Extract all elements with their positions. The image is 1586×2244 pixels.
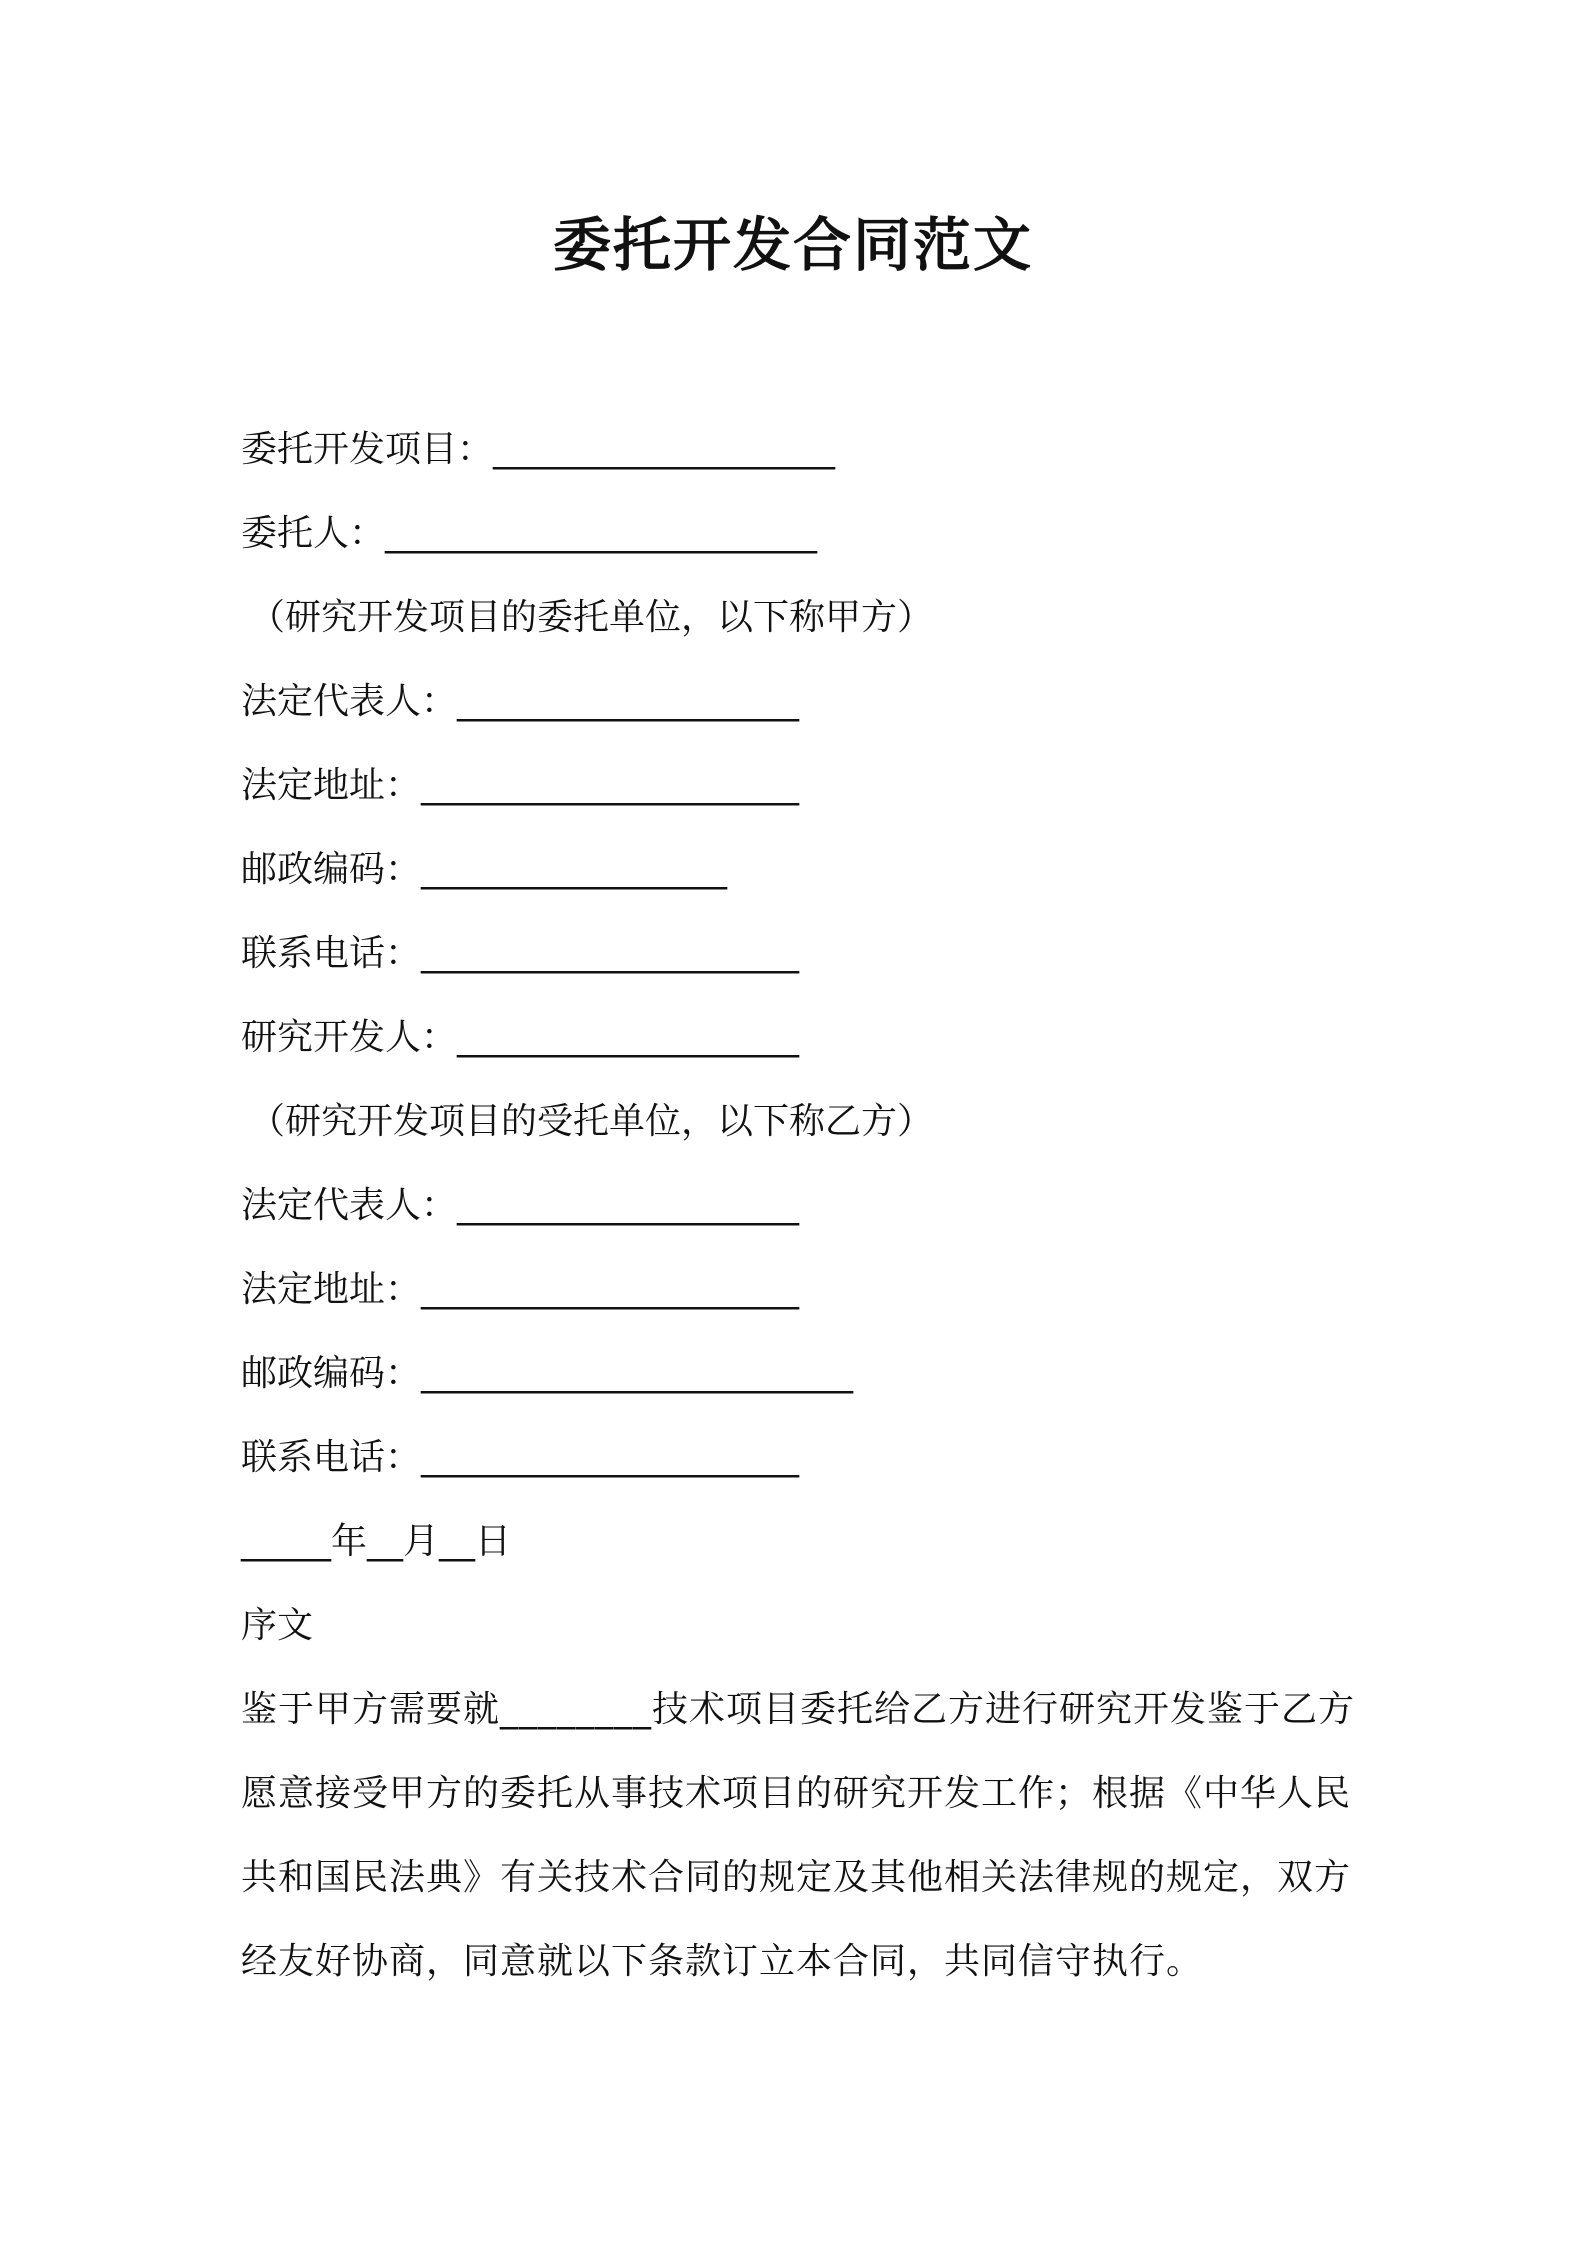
field-legal-rep-b: 法定代表人：___________________ [241, 1185, 800, 1226]
field-address-a: 法定地址：_____________________ [241, 765, 800, 806]
document-body [241, 408, 1361, 2004]
field-project: 委托开发项目：___________________ [241, 429, 836, 470]
preamble-paragraph: 鉴于甲方需要就________技术项目委托给乙方进行研究开发鉴于乙方愿意接受甲方的委托从事技术项目的研究开发工作；根据《中华人民共和国民法典》有关技术合同的规定及其他相关法律规的规定，双方经友好协商，同意就以下条款订立本合同，共同信守执行。 [241, 1689, 1356, 1982]
field-phone-a: 联系电话：_____________________ [241, 933, 800, 974]
field-developer: 研究开发人：___________________ [241, 1017, 800, 1058]
field-postcode-a: 邮政编码：_________________ [241, 849, 728, 890]
document-title: 委托开发合同范文 [552, 211, 1033, 279]
field-client: 委托人：________________________ [241, 513, 818, 554]
field-postcode-b: 邮政编码：________________________ [241, 1353, 854, 1394]
note-party-b: （研究开发项目的受托单位，以下称乙方） [249, 1101, 934, 1142]
field-phone-b: 联系电话：_____________________ [241, 1437, 800, 1478]
field-date: _____年__月__日 [241, 1521, 512, 1562]
note-party-a: （研究开发项目的委托单位，以下称甲方） [249, 597, 934, 638]
field-legal-rep-a: 法定代表人：___________________ [241, 681, 800, 722]
field-address-b: 法定地址：_____________________ [241, 1269, 800, 1310]
preamble-heading: 序文 [241, 1605, 314, 1646]
